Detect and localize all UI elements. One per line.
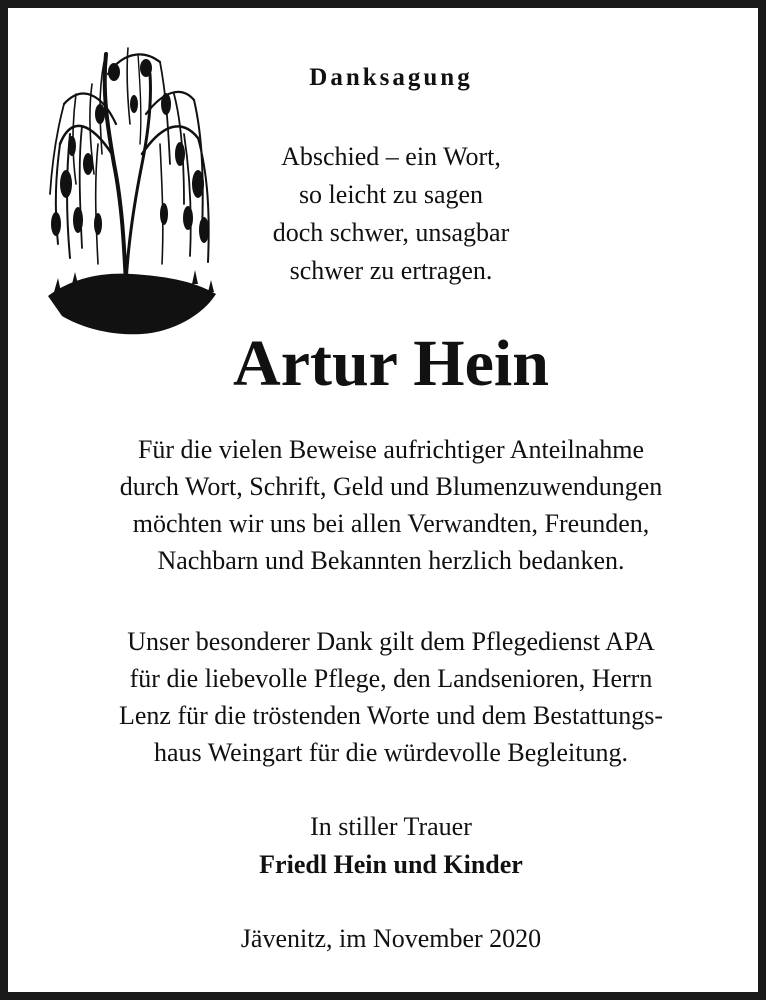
paragraph-line: Lenz für die tröstenden Worte und dem Bestattungs- — [118, 701, 663, 730]
paragraph-line: haus Weingart für die würdevolle Begleitung. — [154, 738, 628, 767]
paragraph-line: Unser besonderer Dank gilt dem Pflegedienst APA — [127, 627, 655, 656]
weeping-willow-icon — [42, 34, 220, 342]
thanks-paragraph — [8, 431, 766, 579]
poem-line: so leicht zu sagen — [298, 180, 484, 209]
place-date: Jävenitz, im November 2020 — [240, 924, 542, 953]
paragraph-line: Für die vielen Beweise aufrichtiger Anteilnahme — [137, 435, 645, 464]
poem-line: schwer zu ertragen. — [289, 256, 493, 285]
notice-heading: Danksagung — [309, 64, 473, 91]
paragraph-line: Nachbarn und Bekannten herzlich bedanken. — [157, 546, 625, 575]
poem-line: doch schwer, unsagbar — [272, 218, 510, 247]
family-signature: Friedl Hein und Kinder — [259, 850, 523, 879]
poem-line: Abschied – ein Wort, — [281, 142, 501, 171]
special-thanks-paragraph — [8, 623, 766, 771]
paragraph-line: für die liebevolle Pflege, den Landsenioren, Herrn — [129, 664, 653, 693]
paragraph-line: möchten wir uns bei allen Verwandten, Freunden, — [132, 509, 650, 538]
paragraph-line: durch Wort, Schrift, Geld und Blumenzuwendungen — [119, 472, 663, 501]
poem — [218, 138, 564, 290]
deceased-name: Artur Hein — [233, 327, 549, 400]
mourning-line: In stiller Trauer — [310, 812, 472, 841]
